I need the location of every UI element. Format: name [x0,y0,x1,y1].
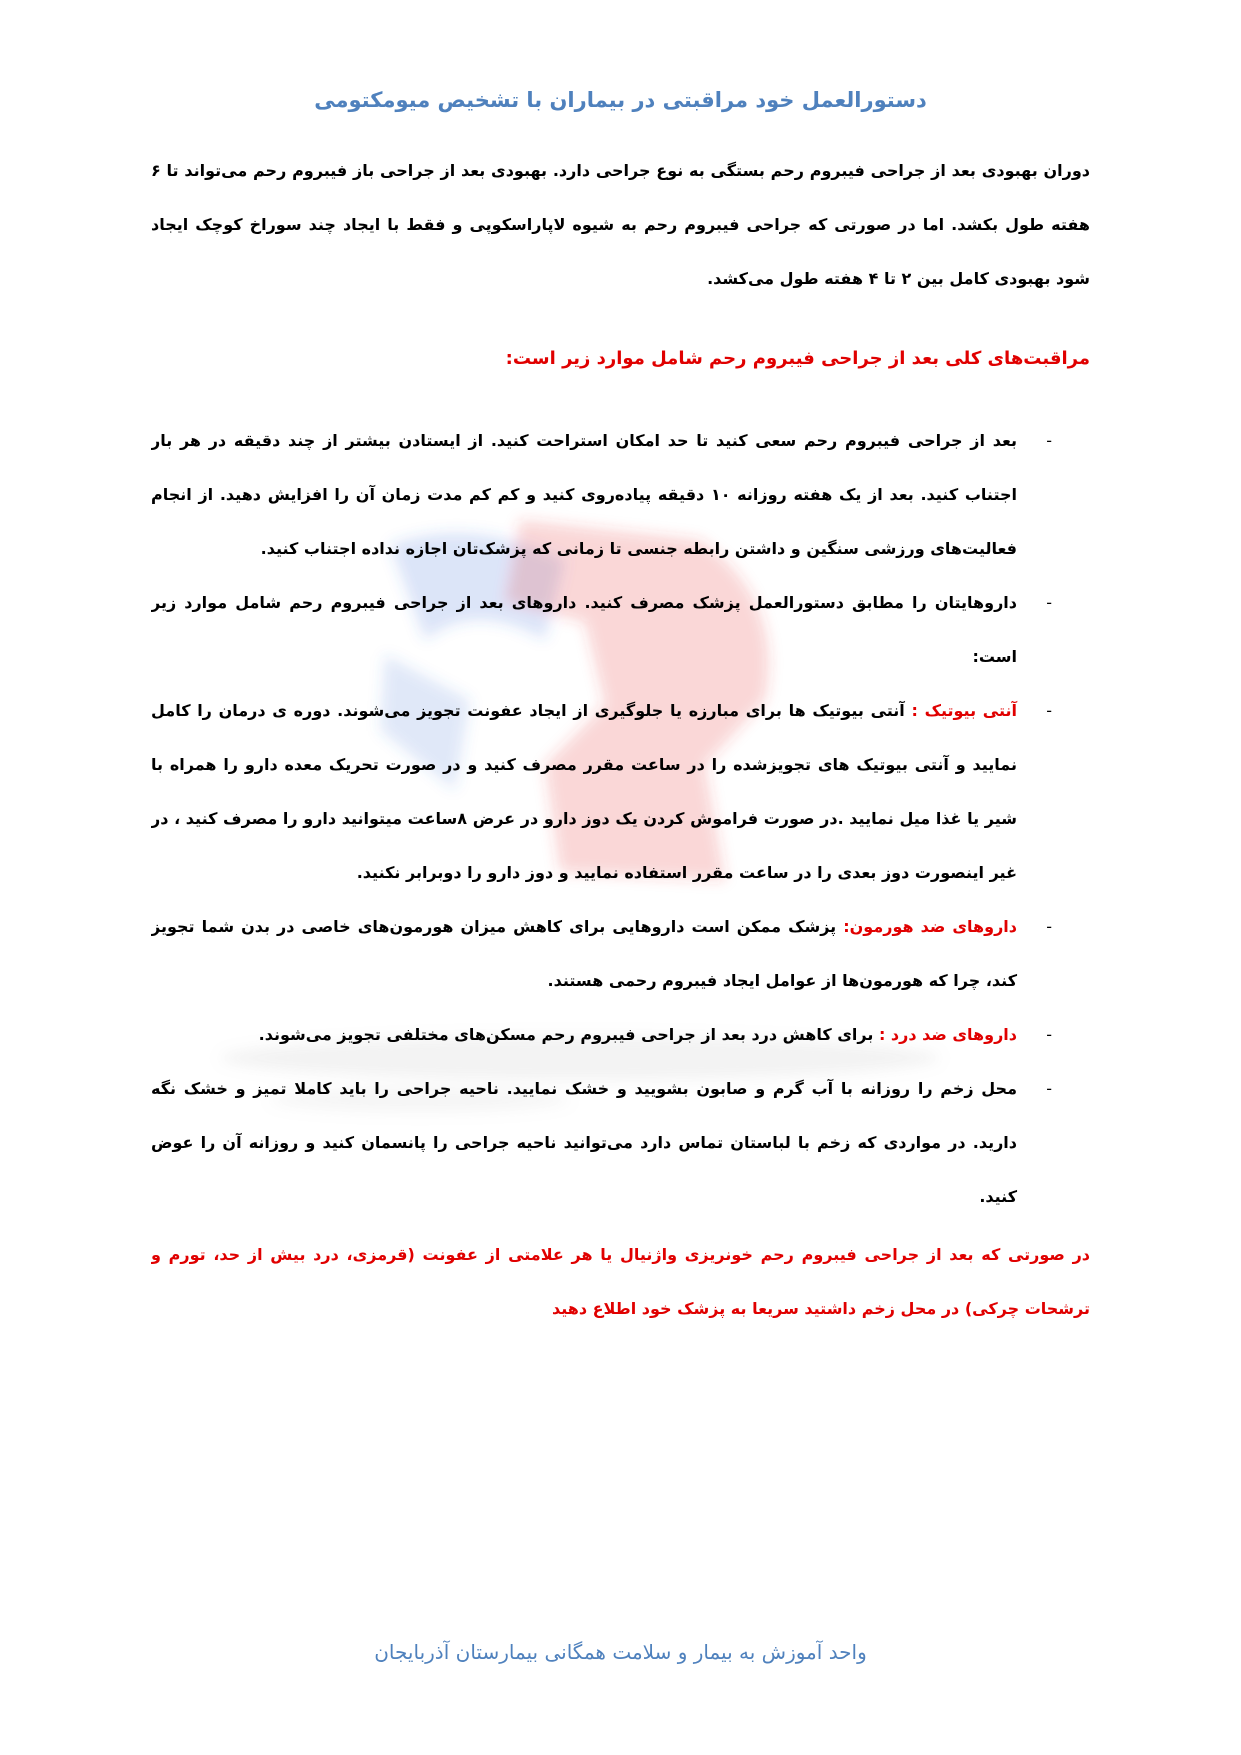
list-item-label: آنتی بیوتیک : [911,701,1017,720]
page-footer: واحد آموزش به بیمار و سلامت همگانی بیمارستان آذربایجان [374,1640,867,1664]
list-item-text: برای کاهش درد بعد از جراحی فیبروم رحم مسکن‌های مختلفی تجویز می‌شوند. [258,1025,874,1044]
intro-paragraph: دوران بهبودی بعد از جراحی فیبروم رحم بستگی به نوع جراحی دارد. بهبودی بعد از جراحی باز فیبروم رحم می‌تواند تا ۶ هفته طول بکشد. اما در صورتی که جراحی فیبروم رحم به شیوه لاپاراسکوپی و فقط با ایجاد چند سوراخ کوچک ایجاد شود بهبودی کامل بین ۲ تا ۴ هفته طول می‌کشد. [151,161,1090,288]
list-item-text: بعد از جراحی فیبروم رحم سعی کنید تا حد امکان استراحت کنید. از ایستادن بیشتر از چند دقیقه در هر بار اجتناب کنید. بعد از یک هفته روزانه ۱۰ دقیقه پیاده‌روی کنید و کم کم مدت زمان آن را افزایش دهید. از انجام فعالیت‌های ورزشی سنگین و داشتن رابطه جنسی تا زمانی که پزشک‌تان اجازه نداده اجتناب کنید. [151,431,1017,558]
bullet-dash: - [1046,701,1052,720]
bullet-dash: - [1046,431,1052,450]
list-item-label: داروهای ضد درد : [878,1025,1017,1044]
list-item-text: آنتی بیوتیک ها برای مبارزه یا جلوگیری از ایجاد عفونت تجویز می‌شوند. دوره ی درمان را کامل نمایید و آنتی بیوتیک های تجویزشده را در ساعت مقرر مصرف کنید و در صورت تحریک معده دارو را همراه با شیر یا غذا میل نمایید .در صورت فراموش کردن یک دوز دارو در عرض ۸ساعت میتوانید دارو را مصرف کنید ، در غیر اینصورت دوز بعدی را در ساعت مقرر استفاده نمایید و دوز دارو را دوبرابر نکنید. [151,701,1018,882]
document-body [151,144,1090,1336]
list-item [151,684,1090,900]
list-item-label: داروهای ضد هورمون: [843,917,1017,936]
section-heading: مراقبت‌های کلی بعد از جراحی فیبروم رحم شامل موارد زیر است: [505,348,1090,369]
list-item [151,1062,1090,1224]
bullet-dash: - [1046,917,1052,936]
warning-paragraph: در صورتی که بعد از جراحی فیبروم رحم خونریزی واژنیال یا هر علامتی از عفونت (قرمزی، درد بیش از حد، تورم و ترشحات چرکی) در محل زخم داشتید سریعا به پزشک خود اطلاع دهید [151,1245,1090,1318]
bullet-dash: - [1046,1079,1052,1098]
bullet-dash: - [1046,593,1052,612]
list-item-text: پزشک ممکن است داروهایی برای کاهش میزان هورمون‌های خاصی در بدن شما تجویز کند، چرا که هورمون‌ها از عوامل ایجاد فیبروم رحمی هستند. [151,917,1017,990]
page-title: دستورالعمل خود مراقبتی در بیماران با تشخیص میومکتومی [314,88,927,112]
list-item [151,414,1090,576]
list-item [151,900,1090,1008]
list-item-text: محل زخم را روزانه با آب گرم و صابون بشویید و خشک نمایید. ناحیه جراحی را باید کاملا تمیز و خشک نگه دارید. در مواردی که زخم با لباستان تماس دارد می‌توانید ناحیه جراحی را پانسمان کنید و روزانه آن را عوض کنید. [151,1079,1017,1206]
bullet-dash: - [1046,1025,1052,1044]
list-item [151,1008,1090,1062]
care-instructions-list [151,414,1090,1224]
list-item-text: داروهایتان را مطابق دستورالعمل پزشک مصرف کنید. داروهای بعد از جراحی فیبروم رحم شامل موارد زیر است: [151,593,1017,666]
list-item [151,576,1090,684]
